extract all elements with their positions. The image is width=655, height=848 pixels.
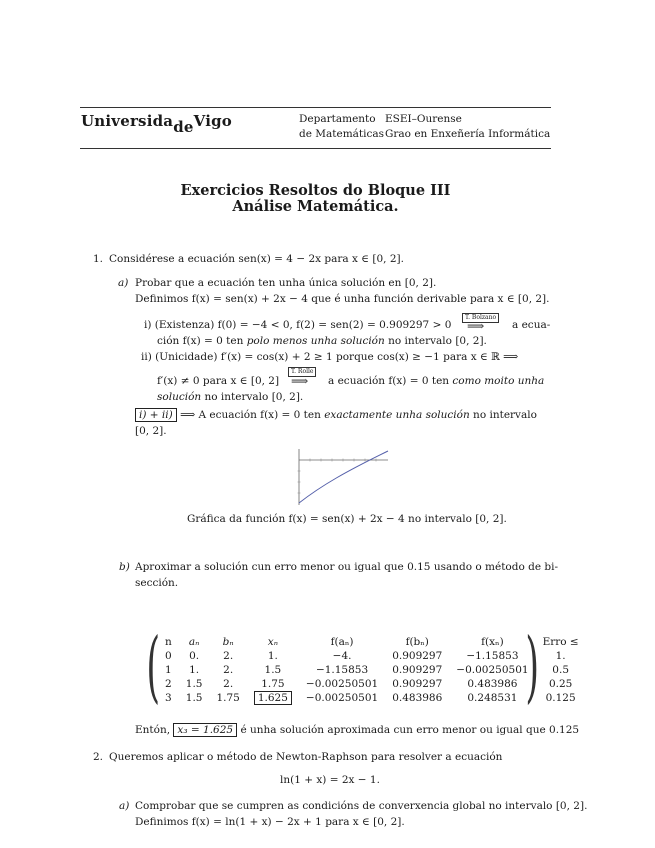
table-cell: 0.248531 (467, 692, 518, 704)
logo-part-vigo: Vigo (193, 112, 233, 130)
uniqueness-text-em: como moito unha (452, 375, 545, 387)
table-row (158, 649, 586, 663)
table-cell: 0.25 (548, 678, 573, 690)
table-header-cell: bₙ (222, 636, 234, 648)
problem2-a-definition: Definimos f(x) = ln(1 + x) − 2x + 1 para x ∈ [0, 2]. (135, 816, 405, 828)
title-line-1: Exercicios Resoltos do Bloque III (180, 182, 451, 199)
conclusion-line-1 (135, 408, 537, 423)
table-cell: 0. (189, 650, 200, 662)
table-cell: 1.75 (261, 678, 285, 690)
problem1-statement: Considérese a ecuación sen(x) = 4 − 2x para x ∈ [0, 2]. (109, 253, 404, 265)
problem1-b-line-2: sección. (135, 577, 179, 589)
school-line-2: Grao en Enxeñería Informática (385, 128, 551, 140)
table-header-row (158, 635, 586, 649)
table-cell: −1.15853 (466, 650, 519, 662)
uniqueness-line-1: ii) (Unicidade) f′(x) = cos(x) + 2 ≥ 1 porque cos(x) ≥ −1 para x ∈ ℝ ⟹ (141, 351, 519, 363)
title-line-2: Análise Matemática. (232, 198, 399, 215)
table-row (158, 663, 586, 677)
problem1-b-line-1: Aproximar a solución cun erro menor ou igual que 0.15 usando o método de bi- (135, 561, 559, 573)
table-cell: 1.5 (185, 678, 203, 690)
result-line (135, 723, 579, 738)
table-header-cell: aₙ (188, 636, 200, 648)
logo-part-1: Universida (81, 112, 174, 130)
table-cell: 0.125 (545, 692, 576, 704)
uniqueness-line-2b (328, 374, 544, 389)
table-cell: 0.909297 (392, 650, 443, 662)
table-cell: 1. (189, 664, 200, 676)
highlighted-cell: 1.625 (254, 691, 292, 705)
table-cell: 3 (165, 692, 172, 704)
existence-text-em: polo menos unha solución (246, 335, 385, 347)
table-cell: −4. (332, 650, 352, 662)
table-cell: 1. (555, 650, 566, 662)
table-row (158, 677, 586, 691)
rolle-arrow-icon: ⟹ (291, 374, 309, 388)
problem1-number: 1. (93, 253, 104, 265)
table-cell: −0.00250501 (456, 664, 529, 676)
graph-curve (299, 451, 388, 503)
dept-line-1: Departamento (299, 113, 376, 125)
existence-text-a: ción f(x) = 0 ten (157, 335, 247, 347)
table-cell: 0.5 (552, 664, 569, 676)
uniqueness-text-c: no intervalo [0, 2]. (201, 391, 304, 403)
table-cell: 0.909297 (392, 678, 443, 690)
rolle-label: T. Rolle (288, 367, 316, 377)
table-header-cell: f(aₙ) (330, 636, 354, 648)
department-col2 (385, 112, 550, 142)
conclusion-line-2: [0, 2]. (135, 425, 167, 437)
table-cell: 1 (165, 664, 172, 676)
uniqueness-line-2a: f′(x) ≠ 0 para x ∈ [0, 2] (157, 375, 280, 387)
problem2-a-text: Comprobar que se cumpren as condicións de converxencia global no intervalo [0, 2]. (135, 800, 588, 812)
logo-part-de: de (173, 118, 194, 136)
university-logo (81, 112, 233, 136)
problem2-equation: ln(1 + x) = 2x − 1. (280, 774, 380, 786)
problem1-a-label: a) (118, 277, 129, 289)
left-paren: ( (146, 622, 161, 712)
result-box: x₃ = 1.625 (173, 723, 237, 737)
uniqueness-text-b: a ecuación f(x) = 0 ten (328, 375, 453, 387)
existence-line-2 (157, 334, 487, 349)
table-cell: 0 (165, 650, 172, 662)
uniqueness-text-em2: solución (157, 391, 202, 403)
conclusion-box: i) + ii) (135, 408, 177, 422)
document-title (80, 183, 551, 215)
result-text-a: Entón, (135, 724, 171, 736)
problem1-a-text: Probar que a ecuación ten unha única solución en [0, 2]. (135, 277, 437, 289)
conclusion-text-b: no intervalo (469, 409, 537, 421)
table-cell (247, 691, 299, 705)
table-row (158, 691, 586, 705)
table-cell: 0.909297 (392, 664, 443, 676)
bolzano-arrow-icon: ⟹ (467, 319, 485, 333)
table-cell: 2. (223, 650, 234, 662)
table-header-cell: Erro ≤ (542, 636, 579, 648)
table-cell: 1.5 (185, 692, 203, 704)
table-cell: 2 (165, 678, 172, 690)
result-text-b: é unha solución aproximada cun erro menor ou igual que 0.125 (240, 724, 580, 736)
department-col1 (299, 112, 384, 142)
dept-line-2: de Matemáticas (299, 128, 385, 140)
bolzano-label: T. Bolzano (462, 313, 499, 323)
school-line-1: ESEI–Ourense (385, 113, 462, 125)
table-cell: 1.75 (216, 692, 240, 704)
table-cell: 0.483986 (392, 692, 443, 704)
table-cell: 0.483986 (467, 678, 518, 690)
conclusion-text-a: ⟹ A ecuación f(x) = 0 ten (180, 409, 325, 421)
graph-ticks (298, 459, 377, 494)
header-bottom-rule (80, 148, 551, 149)
problem1-a-definition: Definimos f(x) = sen(x) + 2x − 4 que é unha función derivable para x ∈ [0, 2]. (135, 293, 550, 305)
uniqueness-line-3 (157, 390, 303, 405)
table-cell: 1. (267, 650, 278, 662)
problem2-statement: Queremos aplicar o método de Newton-Raphson para resolver a ecuación (109, 751, 503, 763)
right-paren: ) (525, 622, 540, 712)
table-cell: 2. (223, 678, 234, 690)
table-cell: −1.15853 (315, 664, 369, 676)
header-top-rule (80, 107, 551, 108)
problem2-number: 2. (93, 751, 104, 763)
problem1-b-label: b) (119, 561, 130, 573)
conclusion-text-em: exactamente unha solución (324, 409, 470, 421)
existence-suffix: a ecua- (512, 319, 551, 331)
table-cell: 2. (223, 664, 234, 676)
table-header-cell: f(xₙ) (481, 636, 504, 648)
existence-line-1: i) (Existenza) f(0) = −4 < 0, f(2) = sen(2) = 0.909297 > 0 (144, 319, 452, 331)
bisection-table (158, 635, 586, 705)
table-header-cell: xₙ (267, 636, 278, 648)
problem2-a-label: a) (119, 800, 130, 812)
table-header-cell: f(bₙ) (405, 636, 429, 648)
function-graph (292, 447, 392, 507)
table-cell: −0.00250501 (305, 692, 379, 704)
table-header-cell: n (165, 636, 172, 648)
graph-caption: Gráfica da función f(x) = sen(x) + 2x − 4 no intervalo [0, 2]. (187, 513, 507, 525)
table-cell: 1.5 (264, 664, 282, 676)
table-cell: −0.00250501 (305, 678, 379, 690)
existence-text-b: no intervalo [0, 2]. (384, 335, 487, 347)
